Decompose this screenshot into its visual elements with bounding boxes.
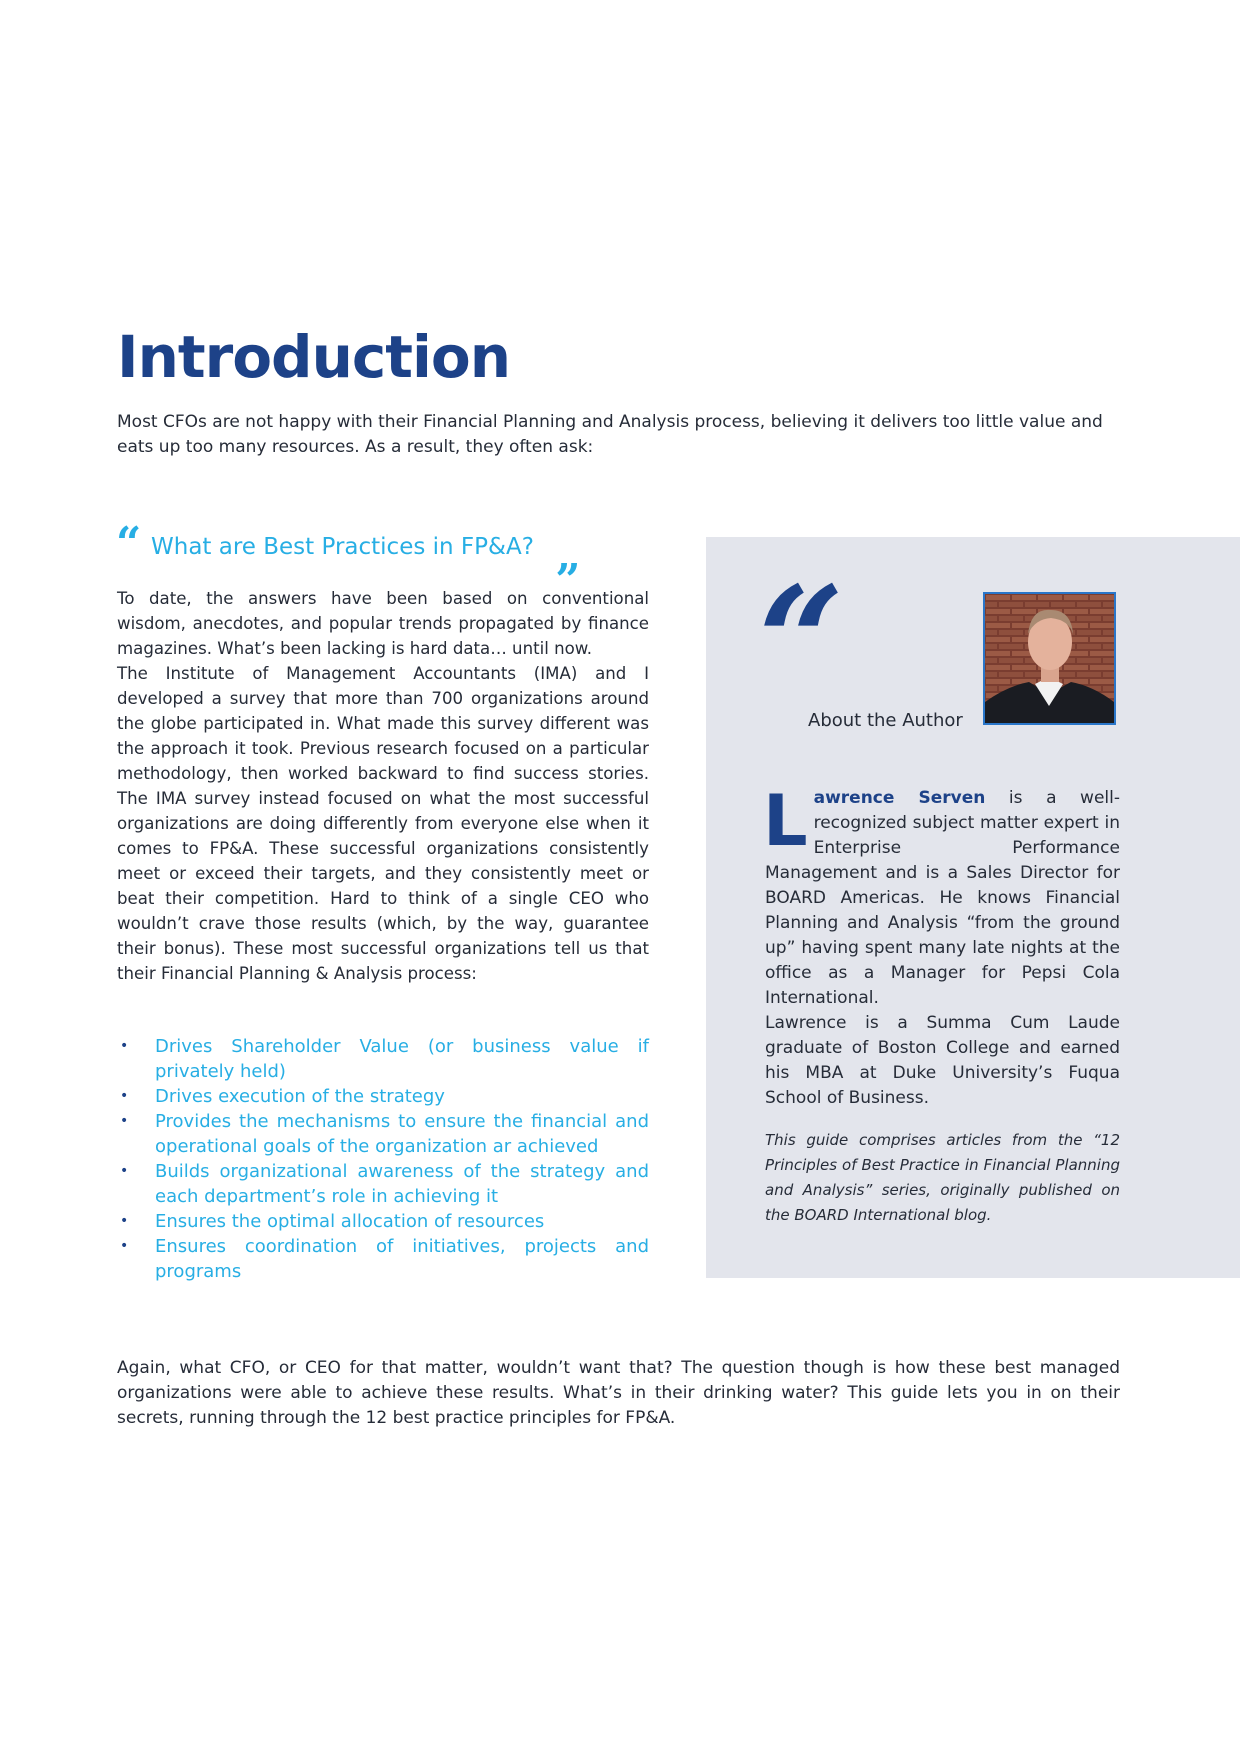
about-author-label: About the Author xyxy=(808,710,963,731)
bullet-item xyxy=(117,1109,649,1159)
bullet-text: Builds organizational awareness of the strategy and each department’s role in achieving it xyxy=(155,1161,649,1207)
main-body-text xyxy=(117,586,649,986)
bullet-text: Drives Shareholder Value (or business value if privately held) xyxy=(155,1036,649,1082)
bullet-icon: • xyxy=(120,1113,129,1129)
bio-paragraph-2: Lawrence is a Summa Cum Laude graduate of Boston College and earned his MBA at Duke University’s Fuqua School of Business. xyxy=(765,1013,1120,1108)
bullet-item xyxy=(117,1084,649,1109)
bullet-item xyxy=(117,1159,649,1209)
bullet-text: Provides the mechanisms to ensure the financial and operational goals of the organization ar achieved xyxy=(155,1111,649,1157)
author-photo xyxy=(983,592,1116,725)
bio-paragraph-1 xyxy=(763,780,1120,1011)
bullet-icon: • xyxy=(120,1238,129,1254)
author-portrait-icon xyxy=(985,594,1114,723)
page-title: Introduction xyxy=(117,323,510,391)
author-name: awrence Serven xyxy=(813,788,986,808)
intro-paragraph: Most CFOs are not happy with their Financial Planning and Analysis process, believing it delivers too little value and eats up too many resources. As a result, they often ask: xyxy=(117,412,1103,457)
bullet-icon: • xyxy=(120,1038,129,1054)
open-quote-icon: “ xyxy=(116,518,142,569)
practice-bullet-list xyxy=(117,1034,649,1284)
bullet-icon: • xyxy=(120,1213,129,1229)
body-paragraph-2: The Institute of Management Accountants (IMA) and I developed a survey that more than 700 organizations around the globe participated in. What made this survey different was the approach it took. Previous research focused on a particular methodology, then worked backward to find success stories. The IMA survey instead focused on what the most successful organizations are doing differently from everyone else when it comes to FP&A. These successful organizations consistently meet or exceed their targets, and they consistently meet or beat their competition. Hard to think of a single CEO who wouldn’t crave those results (which, by the way, guarantee their bonus). These most successful organizations tell us that their Financial Planning & Analysis process: xyxy=(117,664,649,983)
bullet-item xyxy=(117,1209,649,1234)
bullet-item xyxy=(117,1234,649,1284)
bullet-text: Ensures the optimal allocation of resources xyxy=(155,1211,545,1232)
author-bio xyxy=(763,780,1120,1111)
bio-text: is a well-recognized subject matter expert in Enterprise Performance Management and is a Sales Director for BOARD Americas. He knows Financial Planning and Analysis “from the ground up” having spent many late nights at the office as a Manager for Pepsi Cola International. xyxy=(765,788,1120,1008)
bullet-item xyxy=(117,1034,649,1084)
bullet-text: Drives execution of the strategy xyxy=(155,1086,445,1107)
pull-quote-heading: What are Best Practices in FP&A? xyxy=(151,534,534,560)
dropcap-letter: L xyxy=(763,780,808,862)
bullet-icon: • xyxy=(120,1163,129,1179)
close-quote-icon: „ xyxy=(556,530,582,581)
body-paragraph-1: To date, the answers have been based on conventional wisdom, anecdotes, and popular trends propagated by finance magazines. What’s been lacking is hard data… until now. xyxy=(117,589,649,658)
closing-paragraph: Again, what CFO, or CEO for that matter, wouldn’t want that? The question though is how these best managed organizations were able to achieve these results. What’s in their drinking water? This guide lets you in on their secrets, running through the 12 best practice principles for FP&A. xyxy=(117,1358,1120,1428)
bullet-icon: • xyxy=(120,1088,129,1104)
bullet-text: Ensures coordination of initiatives, projects and programs xyxy=(155,1236,649,1282)
series-note: This guide comprises articles from the “12 Principles of Best Practice in Financial Planning and Analysis” series, originally published on the BOARD International blog. xyxy=(765,1131,1120,1224)
large-quote-icon: “ xyxy=(758,554,835,730)
